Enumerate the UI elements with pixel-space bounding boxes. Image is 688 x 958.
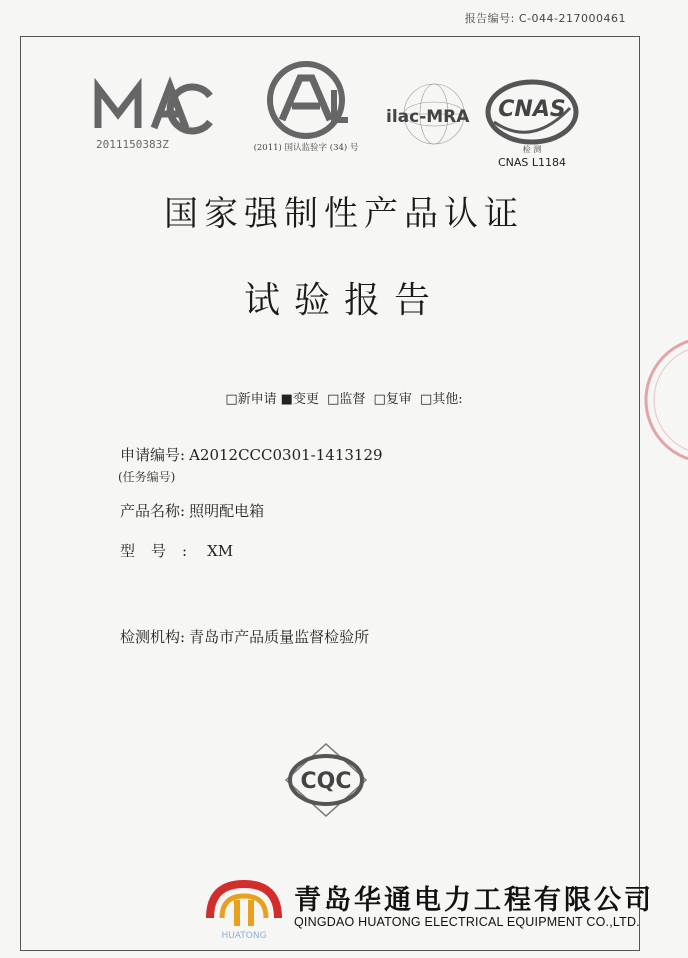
cnas-sub: 检 测 (522, 145, 542, 154)
testing-institution-label: 检测机构: (120, 628, 186, 646)
ilac-mra-logo (384, 82, 484, 158)
cal-text: (2011) 国认监验字 (34) 号 (253, 143, 359, 153)
model-field (120, 540, 233, 561)
option-review: □复审 (373, 392, 412, 407)
red-seal-stamp (628, 320, 688, 480)
option-new-application: □新申请 (225, 392, 277, 407)
cma-logo (88, 66, 218, 152)
cma-code: 2011150383Z (96, 138, 169, 151)
application-type-options (0, 388, 688, 407)
huatong-logo-text: HUATONG (221, 931, 267, 940)
product-name-field (120, 500, 264, 521)
document-subtitle: 试验报告 (243, 280, 444, 321)
cqc-text: CQC (300, 769, 352, 794)
company-name-en: QINGDAO HUATONG ELECTRICAL EQUIPMENT CO.,LTD. (294, 915, 640, 929)
testing-institution-field (120, 626, 369, 647)
cnas-text: CNAS (498, 97, 566, 122)
option-other: □其他: (419, 392, 463, 407)
ilac-text: ilac-MRA (386, 107, 470, 127)
option-supervision: □监督 (327, 392, 366, 407)
cnas-logo (484, 78, 582, 170)
company-name-cn: 青岛华通电力工程有限公司 (294, 885, 654, 916)
cal-logo (238, 60, 374, 154)
application-number-field (120, 444, 383, 465)
document-title: 国家强制性产品认证 (164, 194, 524, 234)
report-number: 报告编号: C-044-217000461 (464, 12, 626, 25)
application-number-label: 申请编号: (120, 446, 186, 464)
task-number-note: (任务编号) (118, 470, 176, 484)
product-name-value: 照明配电箱 (189, 502, 265, 520)
option-change: ■变更 (280, 392, 319, 407)
application-number-value: A2012CCC0301-1413129 (189, 446, 383, 464)
product-name-label: 产品名称: (120, 502, 186, 520)
testing-institution-value: 青岛市产品质量监督检验所 (189, 628, 370, 646)
cqc-logo (278, 740, 374, 820)
model-value: XM (207, 542, 234, 560)
cnas-code: CNAS L1184 (497, 156, 567, 169)
huatong-logo (204, 878, 284, 940)
model-label: 型号: (120, 542, 204, 560)
